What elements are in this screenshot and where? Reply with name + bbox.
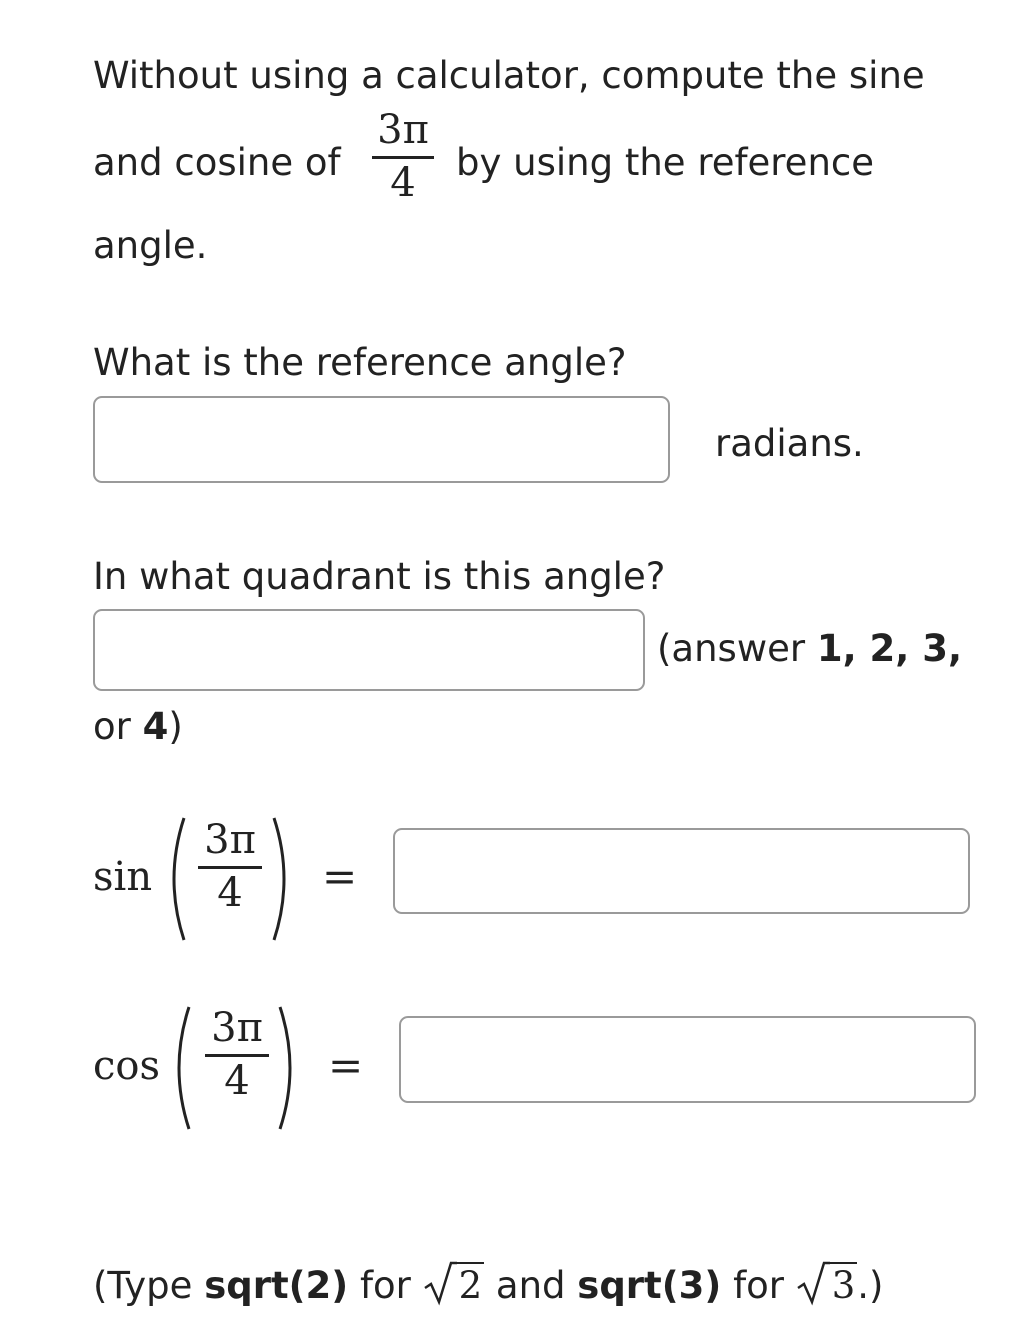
sqrt2-radicand: 2	[458, 1264, 483, 1307]
fraction-numerator: 3π	[204, 817, 256, 863]
fraction-bar	[205, 1054, 269, 1057]
problem-angle-fraction	[372, 107, 434, 206]
sin-function-label: sin	[93, 854, 153, 900]
fraction-denominator: 4	[390, 160, 416, 206]
instruction-and: and	[484, 1264, 578, 1307]
sin-left-paren	[160, 814, 190, 944]
radians-unit-label: radians.	[715, 422, 864, 465]
sqrt3-symbol	[796, 1260, 858, 1308]
fraction-denominator: 4	[217, 870, 243, 916]
quadrant-input[interactable]	[93, 609, 645, 691]
cos-equals-sign: =	[328, 1041, 364, 1090]
instruction-open: (Type	[93, 1264, 205, 1307]
problem-line-1: Without using a calculator, compute the sine	[93, 54, 925, 97]
sqrt2-symbol	[423, 1260, 485, 1308]
quadrant-hint-line-1	[657, 627, 962, 671]
quadrant-question: In what quadrant is this angle?	[93, 555, 666, 598]
sqrt2-code: sqrt(2)	[204, 1264, 349, 1307]
fraction-numerator: 3π	[377, 107, 429, 153]
cos-left-paren	[165, 1003, 195, 1133]
sin-right-paren	[268, 814, 298, 944]
quadrant-hint-prefix: (answer	[657, 627, 817, 670]
fraction-numerator: 3π	[211, 1005, 263, 1051]
problem-line-3: angle.	[93, 224, 208, 267]
sin-equals-sign: =	[322, 852, 358, 901]
reference-angle-question: What is the reference angle?	[93, 341, 627, 384]
sqrt3-code: sqrt(3)	[577, 1264, 722, 1307]
reference-angle-input[interactable]	[93, 396, 670, 483]
fraction-bar	[198, 866, 262, 869]
sin-angle-fraction	[198, 817, 262, 916]
radical-sign-icon	[423, 1260, 457, 1306]
instruction-for-2: for	[721, 1264, 796, 1307]
problem-line-2-before: and cosine of	[93, 141, 341, 184]
fraction-bar	[372, 156, 434, 159]
quadrant-hint-line-2	[93, 705, 183, 749]
quadrant-hint-or: or	[93, 705, 143, 748]
sin-answer-input[interactable]	[393, 828, 970, 914]
radical-sign-icon	[796, 1260, 830, 1306]
sqrt3-radicand: 3	[831, 1264, 856, 1307]
quadrant-hint-close: )	[168, 705, 183, 748]
instruction-for-1: for	[348, 1264, 423, 1307]
cos-right-paren	[274, 1003, 304, 1133]
cos-function-label: cos	[93, 1043, 161, 1089]
quadrant-hint-four: 4	[142, 705, 169, 748]
sqrt-instruction	[93, 1260, 883, 1308]
cos-angle-fraction	[205, 1005, 269, 1104]
instruction-close: .)	[857, 1264, 884, 1307]
fraction-denominator: 4	[224, 1058, 250, 1104]
cos-answer-input[interactable]	[399, 1016, 976, 1103]
problem-line-2-after: by using the reference	[456, 141, 875, 184]
quadrant-hint-options: 1, 2, 3,	[816, 627, 963, 670]
